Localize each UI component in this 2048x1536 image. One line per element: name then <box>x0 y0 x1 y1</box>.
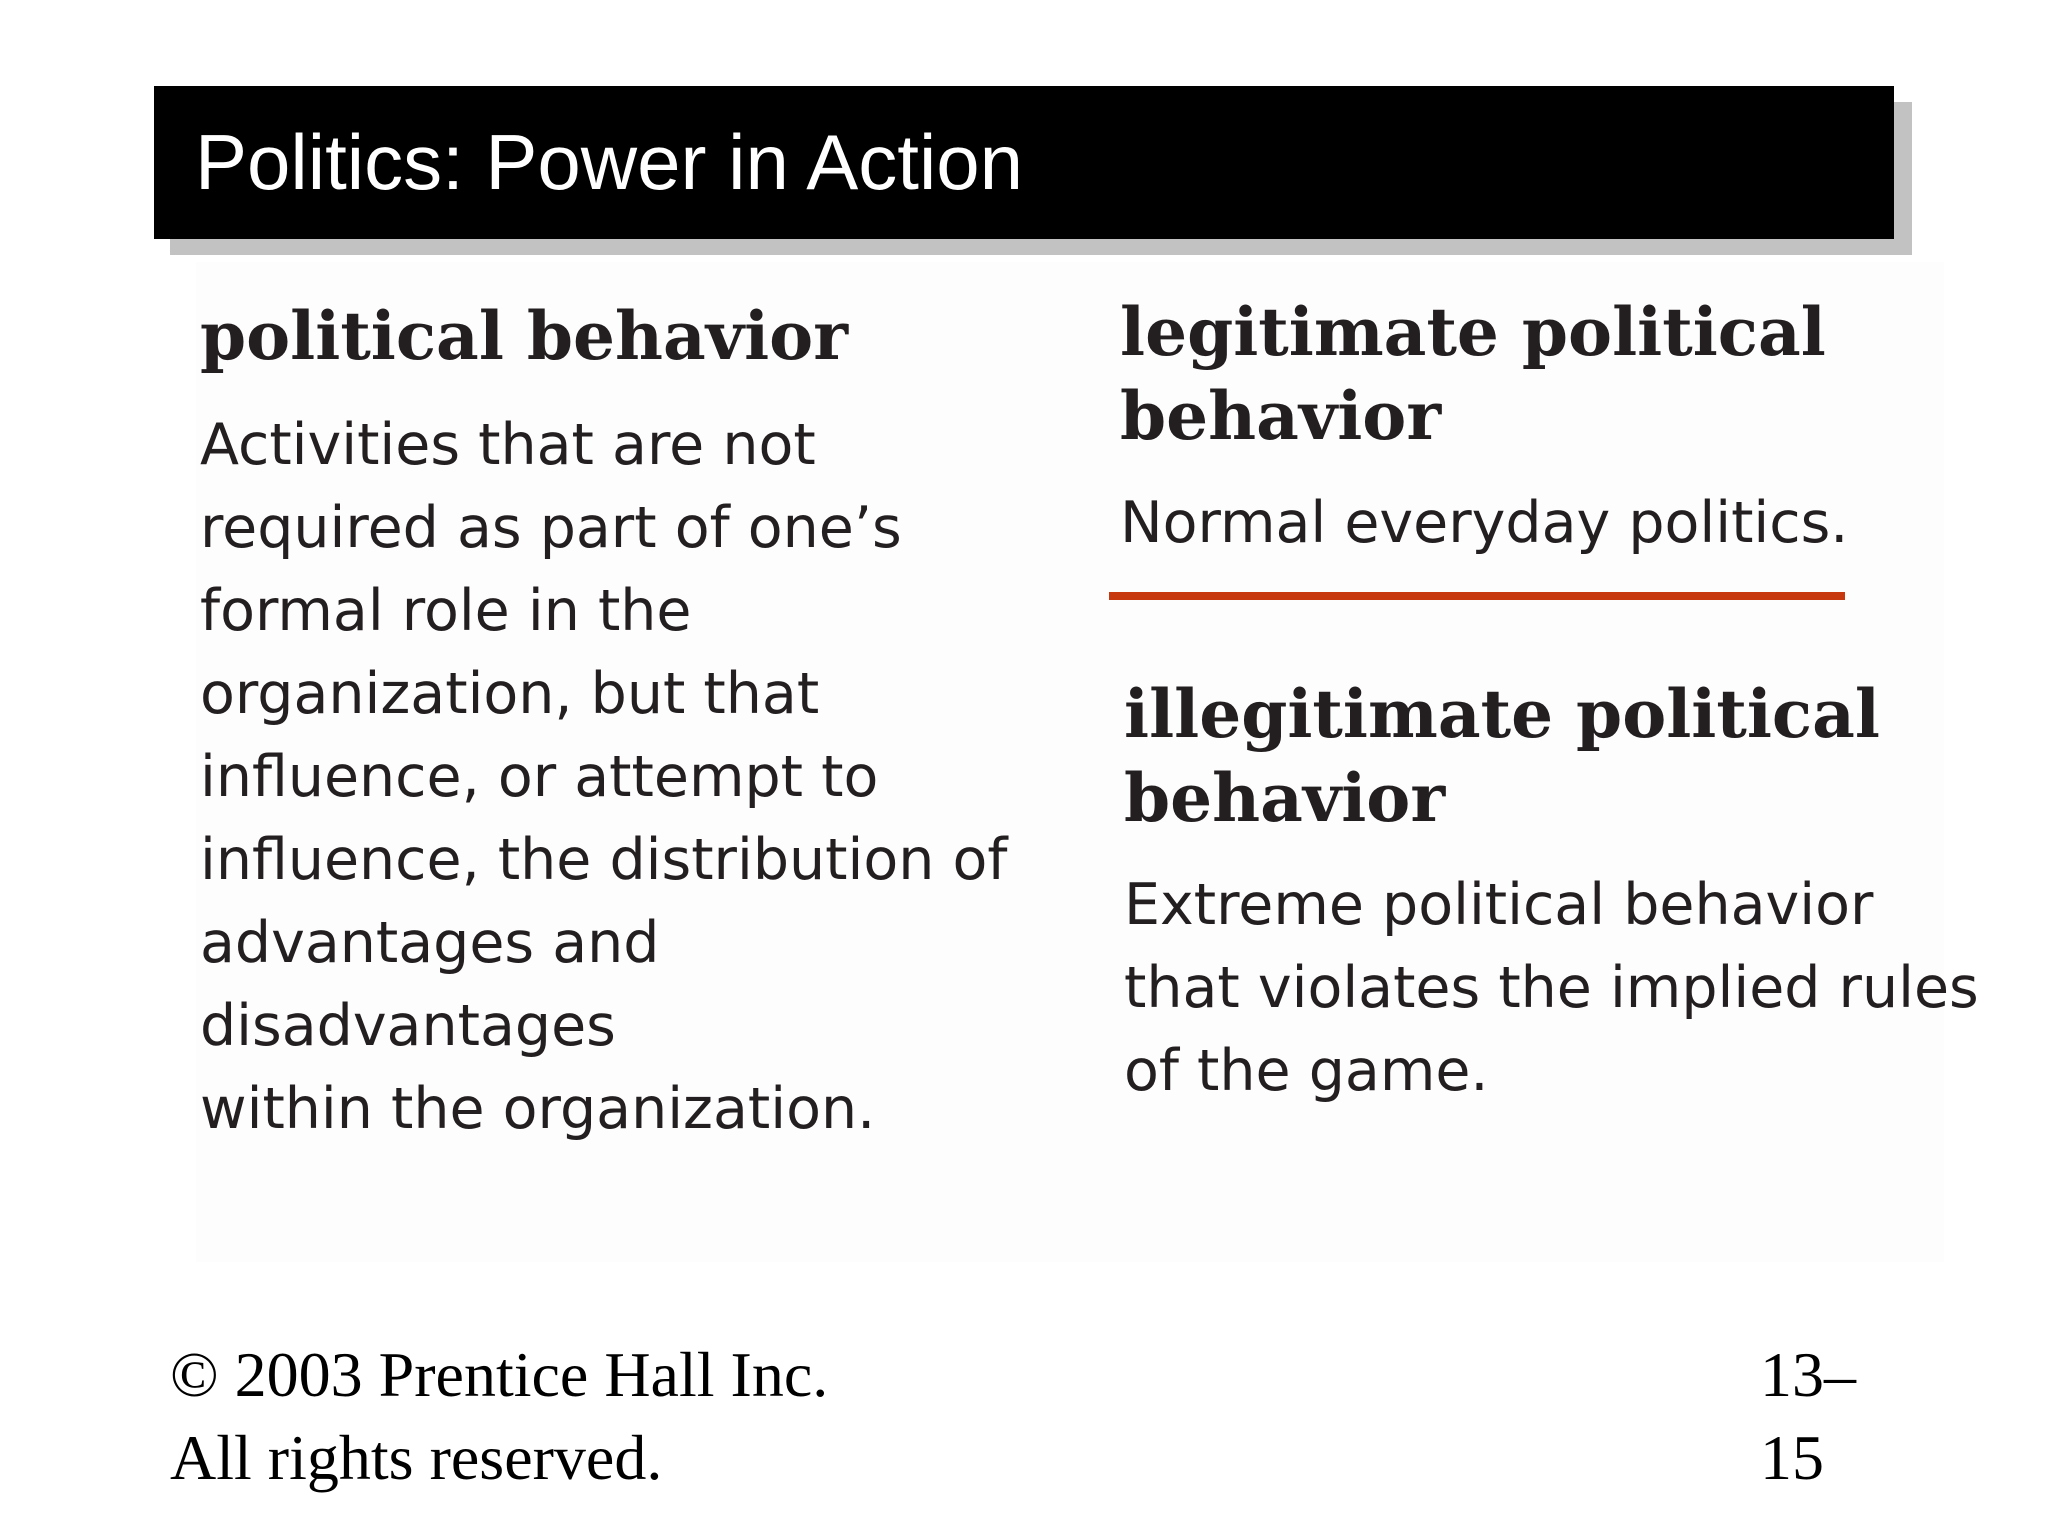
definition-line: that violates the implied rules <box>1124 955 1979 1021</box>
definition-political-behavior <box>200 404 1020 1151</box>
slide-number-line: 13– <box>1760 1339 1856 1410</box>
term-political-behavior: political behavior <box>200 297 848 375</box>
term-legitimate-political-behavior <box>1120 290 1826 458</box>
slide-number <box>1760 1333 1856 1499</box>
definition-line: influence, the distribution of <box>200 827 1008 893</box>
definition-line: required as part of one’s <box>200 495 902 561</box>
title-bar <box>154 86 1894 239</box>
term-illegitimate-political-behavior <box>1124 672 1880 840</box>
definition-legitimate-political-behavior: Normal everyday politics. <box>1120 490 1849 556</box>
slide-number-line: 15 <box>1760 1422 1824 1493</box>
term-line: behavior <box>1120 377 1442 455</box>
term-line: illegitimate political <box>1124 675 1880 753</box>
term-line: legitimate political <box>1120 293 1826 371</box>
definition-line: organization, but that <box>200 661 820 727</box>
copyright-notice <box>170 1333 828 1499</box>
definition-line: formal role in the <box>200 578 692 644</box>
slide-title: Politics: Power in Action <box>195 118 1024 206</box>
definition-illegitimate-political-behavior <box>1124 864 1979 1113</box>
copyright-line: © 2003 Prentice Hall Inc. <box>170 1339 829 1410</box>
term-line: behavior <box>1124 759 1446 837</box>
definition-line: of the game. <box>1124 1038 1489 1104</box>
definition-line: Extreme political behavior <box>1124 872 1874 938</box>
copyright-line: All rights reserved. <box>170 1422 663 1493</box>
divider-rule <box>1109 592 1845 600</box>
definition-line: Activities that are not <box>200 412 816 478</box>
definition-line: within the organization. <box>200 1076 876 1142</box>
definition-line: advantages and disadvantages <box>200 910 660 1059</box>
definition-line: influence, or attempt to <box>200 744 879 810</box>
